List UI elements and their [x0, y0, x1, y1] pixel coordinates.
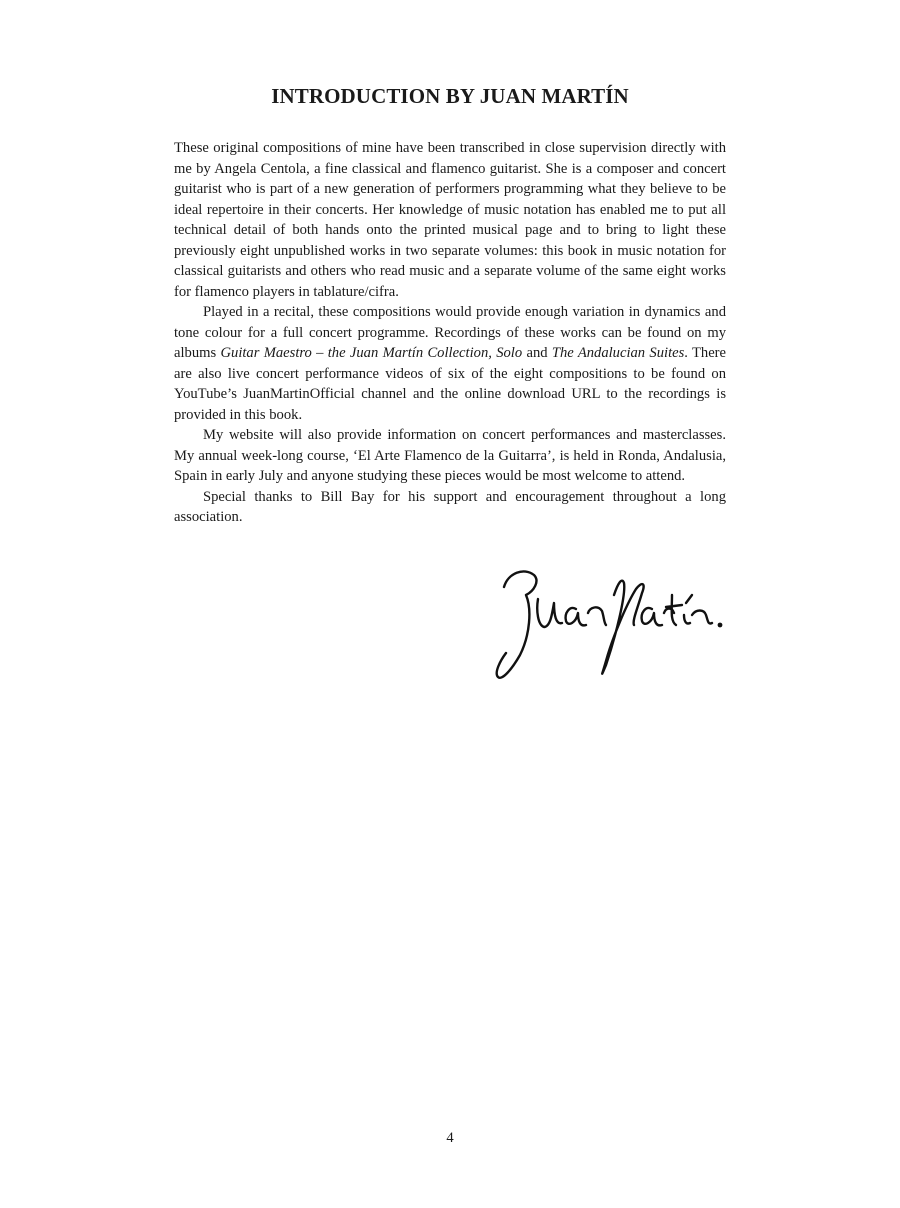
page-title: INTRODUCTION BY JUAN MARTÍN	[271, 84, 629, 108]
paragraph-4: Special thanks to Bill Bay for his support and encouragement throughout a long association.	[174, 488, 726, 525]
paragraph-2	[174, 302, 726, 425]
paragraph-2-part-3: . There are also live concert performance videos of six of the eight compositions to be found on YouTube’s JuanMartinOfficial channel and the online download URL to the recordings is provided in this book.	[174, 345, 727, 423]
page-number: 4	[446, 1130, 454, 1146]
handwritten-signature	[490, 565, 730, 690]
album-title-1: Guitar Maestro – the Juan Martín Collection, Solo	[220, 345, 523, 361]
paragraph-2-part-1: Played in a recital, these compositions would provide enough variation in dynamics and tone colour for a full concert programme. Recordings of these works can be found on my albums	[174, 304, 726, 361]
paragraph-3: My website will also provide information on concert performances and masterclasses. My annual week-long course, ‘El Arte Flamenco de la Guitarra’, is held in Ronda, Andalusia, Spain in early July and anyone studying these pieces would be most welcome to attend.	[174, 427, 726, 484]
paragraph-2-part-2: and	[522, 345, 552, 361]
album-title-2: The Andalucian Suites	[551, 345, 685, 361]
introduction-body	[174, 138, 726, 528]
paragraph-1: These original compositions of mine have been transcribed in close supervision directly with me by Angela Centola, a fine classical and flamenco guitarist. She is a composer and concert guitarist who is part of a new generation of performers programming what they believe to be ideal repertoire in their concerts. Her knowledge of music notation has enabled me to put all technical detail of both hands onto the printed musical page and to bring to light these previously eight unpublished works in two separate volumes: this book in music notation for classical guitarists and others who read music and a separate volume of the same eight works for flamenco players in tablature/cifra.	[174, 140, 726, 300]
